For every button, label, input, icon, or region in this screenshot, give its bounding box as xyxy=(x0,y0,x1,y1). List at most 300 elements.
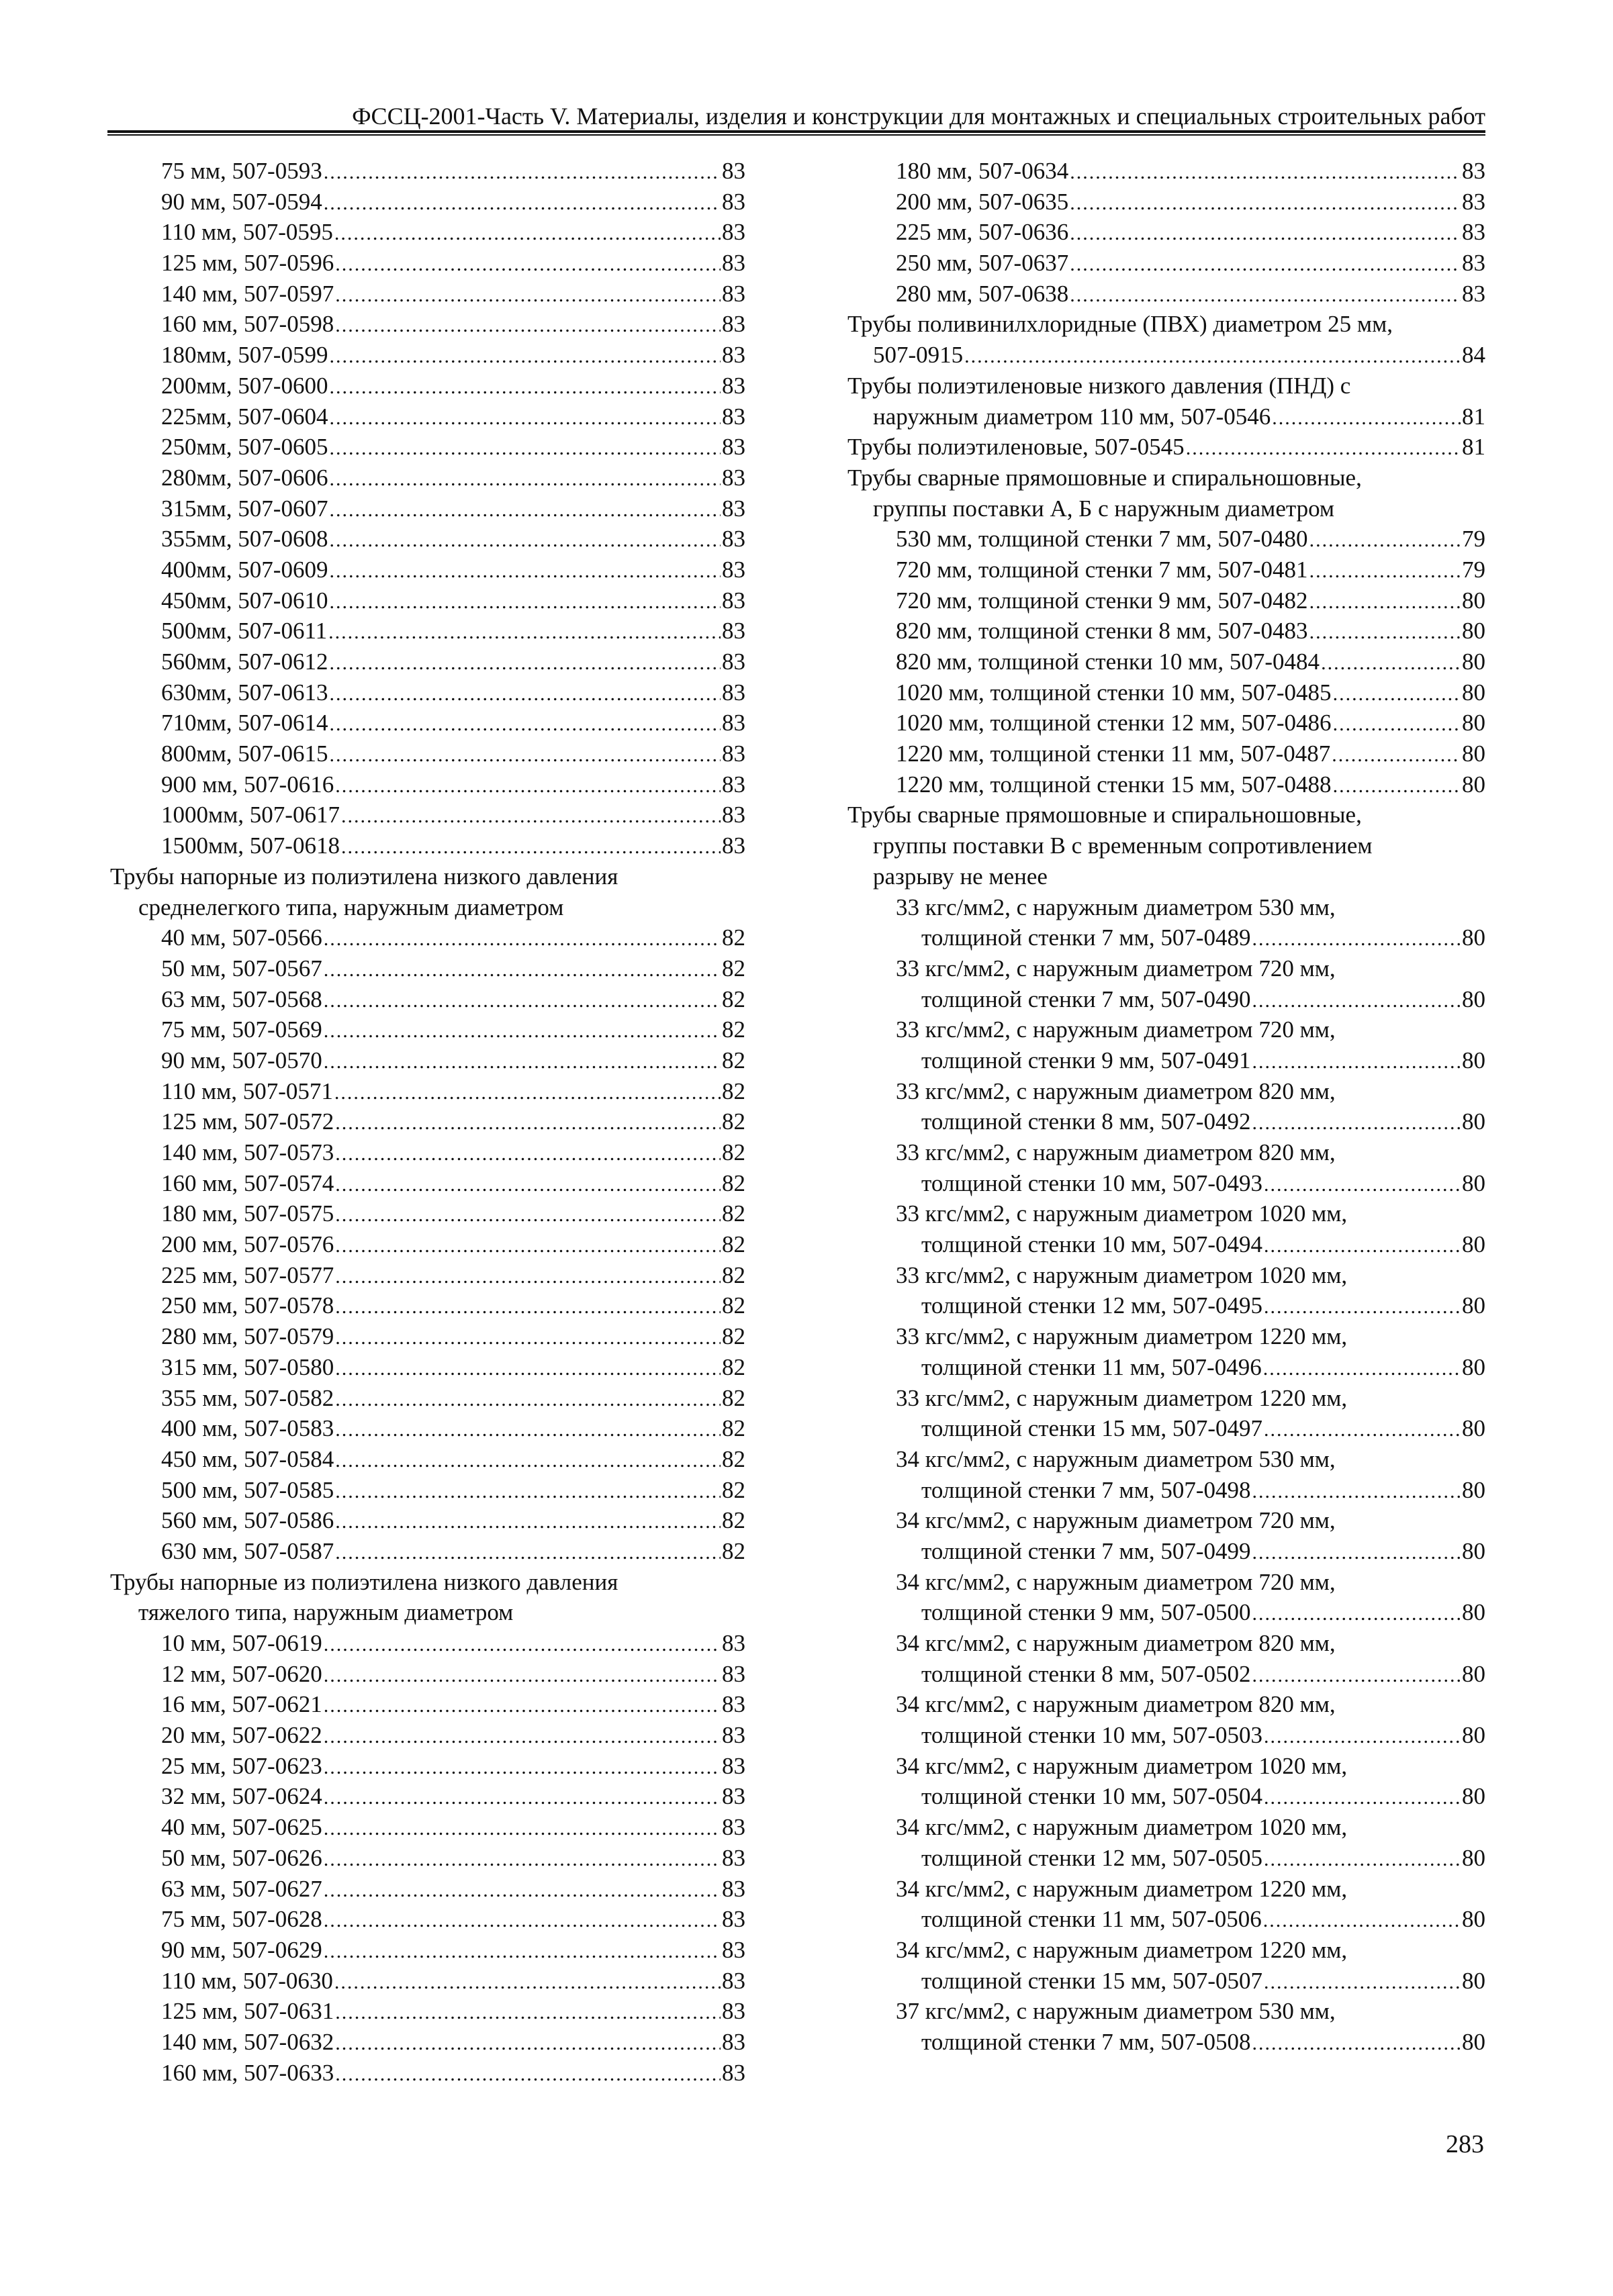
dot-leader xyxy=(324,1844,721,1874)
dot-leader xyxy=(324,1660,721,1690)
index-entry-page: 83 xyxy=(722,587,745,614)
dot-leader xyxy=(1264,1292,1461,1321)
index-entry-text: Трубы поливинилхлоридные (ПВХ) диаметром 25 мм, xyxy=(847,311,1393,338)
index-entry-text: 1020 мм, толщиной стенки 12 мм, 507-0486 xyxy=(896,710,1332,736)
index-entry-text: 20 мм, 507-0622 xyxy=(161,1722,322,1749)
index-entry xyxy=(847,1444,1485,1475)
index-entry xyxy=(110,1260,745,1291)
index-entry xyxy=(847,738,1485,769)
index-entry xyxy=(110,1904,745,1935)
index-entry xyxy=(110,800,745,830)
index-entry xyxy=(110,647,745,677)
index-entry-page: 83 xyxy=(722,1630,745,1656)
index-entry-page: 83 xyxy=(1462,158,1485,184)
index-entry-page: 83 xyxy=(722,1814,745,1841)
dot-leader xyxy=(335,1261,721,1291)
index-entry-page: 83 xyxy=(722,188,745,215)
index-entry xyxy=(110,156,745,187)
index-entry-text: толщиной стенки 12 мм, 507-0505 xyxy=(921,1844,1263,1871)
index-entry-page: 84 xyxy=(1462,342,1485,369)
dot-leader xyxy=(329,679,721,708)
index-entry-text: толщиной стенки 7 мм, 507-0499 xyxy=(921,1537,1251,1564)
dot-leader xyxy=(1252,2028,1461,2058)
index-entry xyxy=(847,1628,1485,1659)
dot-leader xyxy=(1070,280,1461,309)
index-entry xyxy=(847,1260,1485,1291)
dot-leader xyxy=(329,525,721,555)
index-entry-page: 83 xyxy=(722,649,745,675)
index-entry xyxy=(110,861,745,892)
dot-leader xyxy=(1252,1660,1461,1690)
index-entry-text: 160 мм, 507-0633 xyxy=(161,2059,334,2086)
index-entry xyxy=(847,708,1485,738)
index-entry-text: среднелегкого типа, наружным диаметром xyxy=(138,894,564,920)
index-entry xyxy=(847,1966,1485,1997)
index-entry-page: 80 xyxy=(1462,679,1485,706)
index-entry-page: 80 xyxy=(1462,1108,1485,1135)
index-entry-text: 720 мм, толщиной стенки 9 мм, 507-0482 xyxy=(896,587,1308,614)
index-entry-page: 83 xyxy=(722,526,745,553)
index-entry xyxy=(110,585,745,616)
dot-leader xyxy=(329,341,721,371)
index-entry-text: 250мм, 507-0605 xyxy=(161,434,328,461)
index-entry-page: 83 xyxy=(1462,280,1485,307)
dot-leader xyxy=(329,648,721,677)
index-entry-text: 820 мм, толщиной стенки 8 мм, 507-0483 xyxy=(896,618,1308,644)
index-entry-page: 80 xyxy=(1462,1231,1485,1258)
index-entry xyxy=(847,1935,1485,1966)
index-entry-text: 34 кгс/мм2, с наружным диаметром 1020 мм, xyxy=(896,1814,1348,1841)
index-entry xyxy=(110,1137,745,1168)
dot-leader xyxy=(335,1506,721,1536)
index-entry-page: 80 xyxy=(1462,618,1485,644)
dot-leader xyxy=(1264,1169,1461,1199)
dot-leader xyxy=(324,157,721,187)
index-entry xyxy=(847,1874,1485,1905)
index-entry-page: 82 xyxy=(722,1200,745,1227)
index-entry-page: 82 xyxy=(722,1507,745,1534)
index-entry-text: 16 мм, 507-0621 xyxy=(161,1691,322,1718)
index-entry-page: 83 xyxy=(1462,188,1485,215)
index-entry xyxy=(110,279,745,309)
index-entry-text: 37 кгс/мм2, с наружным диаметром 530 мм, xyxy=(896,1998,1336,2025)
index-entry-page: 82 xyxy=(722,955,745,982)
index-entry xyxy=(110,1290,745,1321)
index-entry-text: 33 кгс/мм2, с наружным диаметром 820 мм, xyxy=(896,1139,1336,1165)
index-entry-text: 34 кгс/мм2, с наружным диаметром 720 мм, xyxy=(896,1507,1336,1534)
index-entry-page: 83 xyxy=(722,1936,745,1963)
dot-leader xyxy=(1252,986,1461,1015)
index-entry-text: 33 кгс/мм2, с наружным диаметром 720 мм, xyxy=(896,955,1336,982)
index-entry-page: 80 xyxy=(1462,1476,1485,1503)
index-entry xyxy=(847,1321,1485,1352)
index-entry-page: 80 xyxy=(1462,1415,1485,1442)
index-entry xyxy=(847,677,1485,708)
index-entry-page: 82 xyxy=(722,1353,745,1380)
index-entry-text: 34 кгс/мм2, с наружным диаметром 820 мм, xyxy=(896,1691,1336,1718)
index-entry-page: 82 xyxy=(722,1231,745,1258)
index-entry xyxy=(110,248,745,279)
index-entry-text: толщиной стенки 10 мм, 507-0504 xyxy=(921,1783,1263,1810)
index-entry xyxy=(110,1812,745,1843)
index-entry-text: 34 кгс/мм2, с наружным диаметром 1220 мм, xyxy=(896,1875,1348,1902)
index-entry-text: 90 мм, 507-0594 xyxy=(161,188,322,215)
dot-leader xyxy=(341,801,721,830)
index-entry-text: 34 кгс/мм2, с наружным диаметром 530 мм, xyxy=(896,1445,1336,1472)
index-entry xyxy=(110,1996,745,2027)
index-column-right xyxy=(847,156,1485,2058)
index-entry-text: 160 мм, 507-0598 xyxy=(161,311,334,338)
index-entry xyxy=(110,493,745,524)
index-entry-text: 1000мм, 507-0617 xyxy=(161,802,340,828)
index-entry xyxy=(110,677,745,708)
index-entry xyxy=(847,1567,1485,1598)
index-entry xyxy=(110,1383,745,1414)
index-entry xyxy=(847,1996,1485,2027)
index-entry xyxy=(847,279,1485,309)
index-entry-text: толщиной стенки 7 мм, 507-0489 xyxy=(921,924,1251,951)
index-entry-text: 450мм, 507-0610 xyxy=(161,587,328,614)
dot-leader xyxy=(335,1200,721,1229)
index-entry-text: 250 мм, 507-0637 xyxy=(896,250,1069,277)
index-entry-text: толщиной стенки 8 мм, 507-0492 xyxy=(921,1108,1251,1135)
index-entry-text: 34 кгс/мм2, с наружным диаметром 820 мм, xyxy=(896,1630,1336,1656)
index-entry xyxy=(110,1198,745,1229)
index-entry xyxy=(847,892,1485,923)
index-entry-page: 80 xyxy=(1462,1844,1485,1871)
index-entry xyxy=(847,953,1485,984)
dot-leader xyxy=(329,433,721,463)
dot-leader xyxy=(335,1445,721,1475)
index-entry-page: 83 xyxy=(722,679,745,706)
index-entry xyxy=(847,217,1485,248)
index-entry-text: 75 мм, 507-0628 xyxy=(161,1906,322,1933)
index-entry-text: 50 мм, 507-0626 xyxy=(161,1844,322,1871)
header-rule-thin xyxy=(107,134,1485,136)
index-entry xyxy=(847,1383,1485,1414)
dot-leader xyxy=(335,771,721,800)
index-entry-page: 80 xyxy=(1462,649,1485,675)
dot-leader xyxy=(1263,1905,1461,1935)
index-entry-text: 225мм, 507-0604 xyxy=(161,403,328,430)
index-entry xyxy=(847,1843,1485,1874)
index-entry-text: 900 мм, 507-0616 xyxy=(161,771,334,798)
index-entry xyxy=(847,1014,1485,1045)
dot-leader xyxy=(1263,1353,1461,1383)
index-entry-text: разрыву не менее xyxy=(873,863,1048,890)
dot-leader xyxy=(1264,1415,1461,1444)
index-entry xyxy=(110,555,745,585)
dot-leader xyxy=(335,1292,721,1321)
index-entry-text: 280мм, 507-0606 xyxy=(161,464,328,491)
index-entry xyxy=(847,340,1485,371)
dot-leader xyxy=(334,218,721,248)
index-entry xyxy=(847,647,1485,677)
index-entry-text: 75 мм, 507-0593 xyxy=(161,158,322,184)
index-entry xyxy=(110,463,745,493)
index-entry-page: 83 xyxy=(722,158,745,184)
index-entry xyxy=(110,769,745,800)
dot-leader xyxy=(964,341,1461,371)
index-entry xyxy=(847,1137,1485,1168)
index-entry-text: 33 кгс/мм2, с наружным диаметром 1020 мм, xyxy=(896,1261,1348,1288)
index-entry xyxy=(110,1597,745,1628)
index-entry xyxy=(110,1106,745,1137)
index-entry-page: 81 xyxy=(1462,434,1485,461)
dot-leader xyxy=(324,1936,721,1966)
index-entry-text: 33 кгс/мм2, с наружным диаметром 1220 мм, xyxy=(896,1323,1348,1350)
index-entry xyxy=(110,1536,745,1567)
dot-leader xyxy=(329,709,721,738)
dot-leader xyxy=(335,1384,721,1414)
index-entry-page: 80 xyxy=(1462,1906,1485,1933)
dot-leader xyxy=(329,495,721,524)
dot-leader xyxy=(1252,1537,1461,1567)
index-entry-text: 400 мм, 507-0583 xyxy=(161,1415,334,1442)
index-entry-page: 83 xyxy=(722,372,745,399)
index-entry-page: 80 xyxy=(1462,740,1485,767)
index-entry xyxy=(847,769,1485,800)
dot-leader xyxy=(1070,157,1461,187)
dot-leader xyxy=(335,1169,721,1199)
index-entry-page: 82 xyxy=(722,986,745,1012)
index-entry xyxy=(110,953,745,984)
index-entry-page: 83 xyxy=(722,280,745,307)
index-entry xyxy=(110,1874,745,1905)
index-entry-page: 83 xyxy=(722,1691,745,1718)
index-entry-text: 280 мм, 507-0638 xyxy=(896,280,1069,307)
index-entry xyxy=(110,738,745,769)
index-entry-text: 250 мм, 507-0578 xyxy=(161,1292,334,1319)
index-entry-text: 200 мм, 507-0576 xyxy=(161,1231,334,1258)
index-entry-page: 82 xyxy=(722,1169,745,1196)
dot-leader xyxy=(329,587,721,616)
index-entry xyxy=(110,892,745,923)
index-entry xyxy=(847,1720,1485,1751)
index-entry-text: толщиной стенки 10 мм, 507-0493 xyxy=(921,1169,1263,1196)
dot-leader xyxy=(335,249,721,279)
index-entry xyxy=(110,340,745,371)
index-entry xyxy=(847,401,1485,432)
dot-leader xyxy=(335,1476,721,1506)
index-entry-page: 83 xyxy=(722,311,745,338)
index-entry-page: 80 xyxy=(1462,986,1485,1012)
index-entry-text: 160 мм, 507-0574 xyxy=(161,1169,334,1196)
index-entry xyxy=(847,493,1485,524)
dot-leader xyxy=(1333,771,1461,800)
index-entry-text: 560 мм, 507-0586 xyxy=(161,1507,334,1534)
index-entry xyxy=(847,1106,1485,1137)
index-entry xyxy=(110,1076,745,1107)
index-entry xyxy=(110,1751,745,1782)
index-entry-text: 33 кгс/мм2, с наружным диаметром 720 мм, xyxy=(896,1016,1336,1043)
index-entry xyxy=(110,1966,745,1997)
index-entry-page: 83 xyxy=(722,464,745,491)
dot-leader xyxy=(334,1967,721,1997)
dot-leader xyxy=(1070,218,1461,248)
index-entry xyxy=(110,1014,745,1045)
index-entry-text: Трубы полиэтиленовые низкого давления (ПНД) с xyxy=(847,372,1351,399)
index-entry xyxy=(847,1198,1485,1229)
index-entry-text: 180 мм, 507-0575 xyxy=(161,1200,334,1227)
dot-leader xyxy=(335,1997,721,2027)
index-entry-page: 82 xyxy=(722,1078,745,1104)
index-entry-text: 800мм, 507-0615 xyxy=(161,740,328,767)
index-entry xyxy=(847,1904,1485,1935)
index-entry-page: 82 xyxy=(722,1016,745,1043)
index-entry-text: 50 мм, 507-0567 xyxy=(161,955,322,982)
index-entry xyxy=(847,861,1485,892)
index-entry-text: 33 кгс/мм2, с наружным диаметром 1220 мм, xyxy=(896,1384,1348,1411)
dot-leader xyxy=(1252,1108,1461,1137)
dot-leader xyxy=(335,2059,721,2089)
index-entry xyxy=(110,1567,745,1598)
index-entry xyxy=(110,1321,745,1352)
index-entry-page: 79 xyxy=(1462,556,1485,583)
index-entry-text: 63 мм, 507-0627 xyxy=(161,1875,322,1902)
dot-leader xyxy=(324,188,721,218)
index-entry xyxy=(847,1505,1485,1536)
index-entry-page: 82 xyxy=(722,924,745,951)
index-entry-text: 560мм, 507-0612 xyxy=(161,649,328,675)
index-entry xyxy=(110,187,745,218)
dot-leader xyxy=(324,1905,721,1935)
index-entry-text: группы поставки В с временным сопротивлением xyxy=(873,832,1373,859)
index-entry-text: 507-0915 xyxy=(873,342,964,369)
index-entry-text: группы поставки А, Б с наружным диаметром xyxy=(873,495,1335,522)
index-entry-page: 80 xyxy=(1462,1783,1485,1810)
dot-leader xyxy=(335,1108,721,1137)
index-entry-text: 34 кгс/мм2, с наружным диаметром 1220 мм, xyxy=(896,1936,1348,1963)
dot-leader xyxy=(1264,1231,1461,1260)
index-entry-text: 530 мм, толщиной стенки 7 мм, 507-0480 xyxy=(896,526,1308,553)
dot-leader xyxy=(324,955,721,984)
index-entry xyxy=(110,708,745,738)
index-entry-text: Трубы напорные из полиэтилена низкого давления xyxy=(110,863,618,890)
index-entry xyxy=(110,1045,745,1076)
index-entry-page: 83 xyxy=(722,740,745,767)
index-entry-text: 40 мм, 507-0566 xyxy=(161,924,322,951)
index-entry-text: 34 кгс/мм2, с наружным диаметром 1020 мм, xyxy=(896,1752,1348,1779)
index-entry-text: 500мм, 507-0611 xyxy=(161,618,328,644)
index-entry-text: толщиной стенки 7 мм, 507-0490 xyxy=(921,986,1251,1012)
index-entry-page: 80 xyxy=(1462,2028,1485,2055)
index-entry-text: 90 мм, 507-0570 xyxy=(161,1047,322,1073)
index-entry-text: толщиной стенки 7 мм, 507-0498 xyxy=(921,1476,1251,1503)
index-entry-page: 83 xyxy=(722,403,745,430)
index-entry-text: 400мм, 507-0609 xyxy=(161,556,328,583)
dot-leader xyxy=(1309,556,1461,585)
index-entry-page: 80 xyxy=(1462,1537,1485,1564)
dot-leader xyxy=(1333,709,1461,738)
index-entry xyxy=(847,1413,1485,1444)
index-entry-page: 80 xyxy=(1462,1169,1485,1196)
index-entry-text: 820 мм, толщиной стенки 10 мм, 507-0484 xyxy=(896,649,1320,675)
dot-leader xyxy=(335,1139,721,1168)
index-entry-page: 83 xyxy=(722,219,745,246)
dot-leader xyxy=(1252,924,1461,953)
index-entry xyxy=(110,1935,745,1966)
dot-leader xyxy=(324,1690,721,1720)
dot-leader xyxy=(324,1047,721,1076)
index-entry-text: 355мм, 507-0608 xyxy=(161,526,328,553)
index-entry xyxy=(847,2027,1485,2058)
index-entry-text: 140 мм, 507-0573 xyxy=(161,1139,334,1165)
index-entry xyxy=(847,1751,1485,1782)
index-entry-page: 83 xyxy=(722,2059,745,2086)
index-entry-page: 82 xyxy=(722,1445,745,1472)
index-entry-page: 83 xyxy=(722,2028,745,2055)
dot-leader xyxy=(1252,1476,1461,1506)
index-entry xyxy=(110,1352,745,1383)
index-entry-page: 80 xyxy=(1462,1353,1485,1380)
dot-leader xyxy=(324,1782,721,1812)
index-entry xyxy=(847,1045,1485,1076)
index-entry-text: 110 мм, 507-0571 xyxy=(161,1078,333,1104)
index-entry xyxy=(847,984,1485,1015)
index-entry-text: 710мм, 507-0614 xyxy=(161,710,328,736)
index-entry xyxy=(110,309,745,340)
index-entry-text: 1220 мм, толщиной стенки 11 мм, 507-0487 xyxy=(896,740,1331,767)
index-entry xyxy=(847,187,1485,218)
index-entry-page: 83 xyxy=(722,1722,745,1749)
index-entry xyxy=(847,309,1485,340)
index-entry-text: толщиной стенки 10 мм, 507-0503 xyxy=(921,1722,1263,1749)
index-entry xyxy=(110,1659,745,1690)
index-entry-page: 83 xyxy=(722,1906,745,1933)
index-entry-page: 82 xyxy=(722,1047,745,1073)
dot-leader xyxy=(1309,617,1461,647)
dot-leader xyxy=(324,1721,721,1751)
index-entry-text: 125 мм, 507-0572 xyxy=(161,1108,334,1135)
index-entry-page: 83 xyxy=(722,771,745,798)
index-entry-text: Трубы сварные прямошовные и спиральношовные, xyxy=(847,464,1362,491)
index-entry xyxy=(110,1628,745,1659)
index-entry-text: 32 мм, 507-0624 xyxy=(161,1783,322,1810)
index-entry-page: 82 xyxy=(722,1323,745,1350)
dot-leader xyxy=(1070,249,1461,279)
index-entry-text: толщиной стенки 9 мм, 507-0500 xyxy=(921,1599,1251,1626)
index-entry xyxy=(110,1689,745,1720)
index-entry-page: 80 xyxy=(1462,924,1485,951)
dot-leader xyxy=(1070,188,1461,218)
dot-leader xyxy=(1264,1782,1461,1812)
index-entry xyxy=(110,2027,745,2058)
index-entry-text: 1500мм, 507-0618 xyxy=(161,832,340,859)
index-entry-page: 83 xyxy=(722,1660,745,1687)
dot-leader xyxy=(335,280,721,309)
index-entry-page: 83 xyxy=(722,1998,745,2025)
index-entry-page: 83 xyxy=(722,832,745,859)
index-entry xyxy=(110,1781,745,1812)
index-entry-page: 82 xyxy=(722,1292,745,1319)
index-entry-text: 355 мм, 507-0582 xyxy=(161,1384,334,1411)
dot-leader xyxy=(324,986,721,1015)
dot-leader xyxy=(334,1078,721,1107)
index-entry-text: 75 мм, 507-0569 xyxy=(161,1016,322,1043)
index-entry-text: Трубы напорные из полиэтилена низкого давления xyxy=(110,1568,618,1595)
dot-leader xyxy=(1264,1967,1461,1997)
dot-leader xyxy=(324,1752,721,1782)
index-entry-text: 63 мм, 507-0568 xyxy=(161,986,322,1012)
index-entry xyxy=(847,1352,1485,1383)
index-entry xyxy=(847,1168,1485,1199)
index-entry xyxy=(110,1720,745,1751)
index-entry-page: 80 xyxy=(1462,1599,1485,1626)
index-entry xyxy=(110,1843,745,1874)
index-entry-text: 33 кгс/мм2, с наружным диаметром 1020 мм, xyxy=(896,1200,1348,1227)
index-entry-page: 83 xyxy=(722,556,745,583)
